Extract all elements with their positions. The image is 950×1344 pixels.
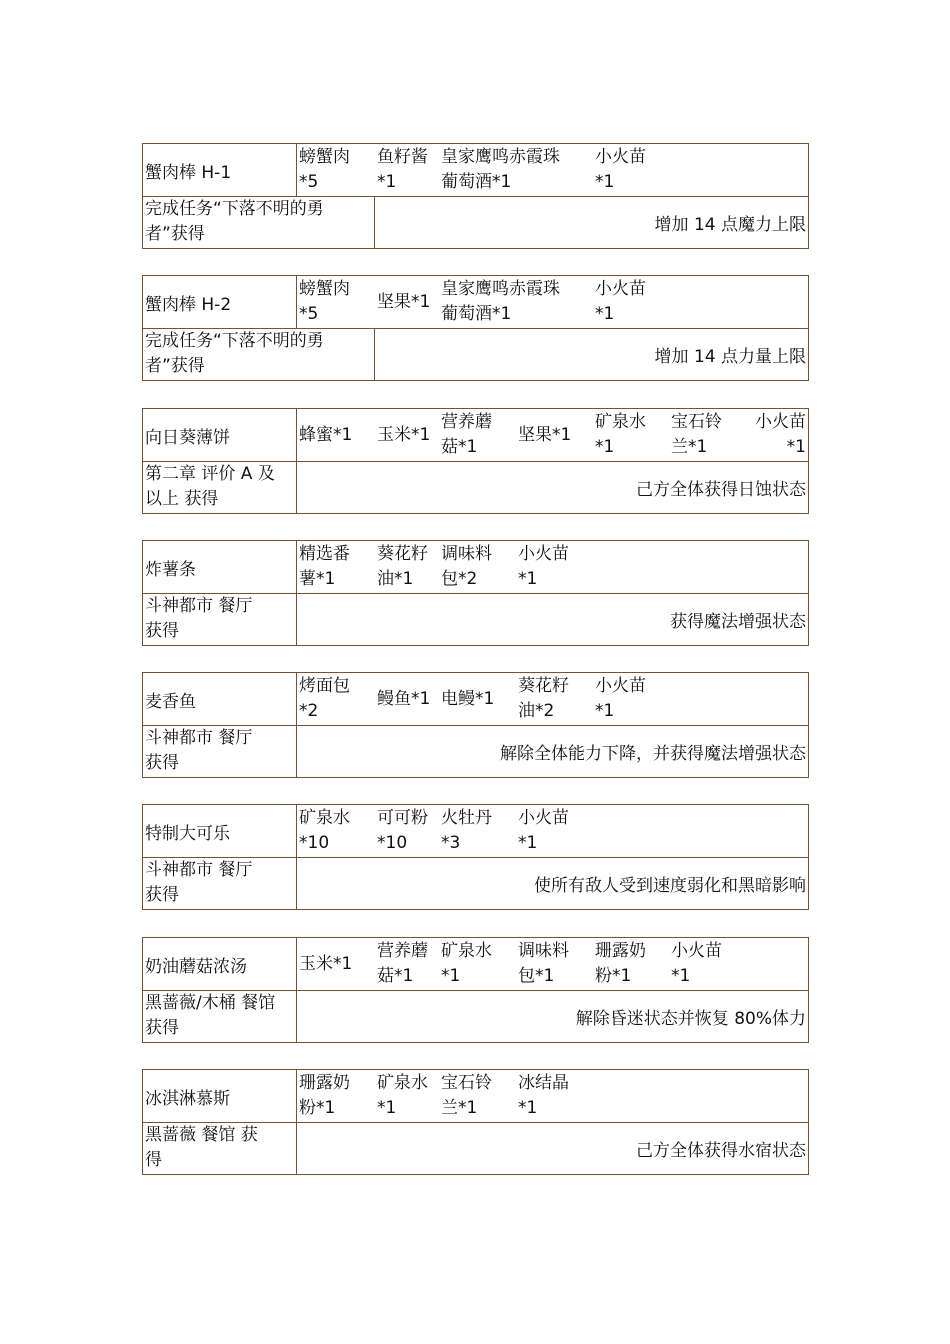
recipe-ingredient-row xyxy=(143,938,808,991)
recipe-card xyxy=(142,1069,809,1175)
recipe-effect: 解除昏迷状态并恢复 80%体力 xyxy=(575,1008,806,1029)
ingredient: 烤面包 *2 xyxy=(299,676,350,721)
ingredient: 火牡丹 *3 xyxy=(441,808,492,853)
recipe-effect: 使所有敌人受到速度弱化和黑暗影响 xyxy=(534,875,806,896)
recipe-source: 斗神都市 餐厅 获得 xyxy=(143,593,297,645)
recipe-card xyxy=(142,408,809,514)
recipe-source: 第二章 评价 A 及 以上 获得 xyxy=(143,461,297,513)
ingredient: 玉米*1 xyxy=(299,953,353,974)
ingredient: 小火苗 *1 xyxy=(595,279,646,324)
ingredient: 矿泉水 *1 xyxy=(595,412,646,457)
recipe-name: 特制大可乐 xyxy=(143,805,297,857)
ingredient: 营养蘑 菇*1 xyxy=(441,412,492,457)
ingredient: 小火苗 *1 xyxy=(595,147,646,192)
recipe-name: 蟹肉棒 H-2 xyxy=(143,276,297,328)
ingredient: 营养蘑 菇*1 xyxy=(377,941,428,986)
recipe-source: 黑蔷薇 餐馆 获 得 xyxy=(143,1122,297,1174)
ingredient: 电鳗*1 xyxy=(441,688,495,709)
recipe-card xyxy=(142,275,809,381)
ingredient: 宝石铃 兰*1 xyxy=(441,1073,492,1118)
recipe-name: 蟹肉棒 H-1 xyxy=(143,144,297,196)
ingredient: 玉米*1 xyxy=(377,424,431,445)
recipe-name: 向日葵薄饼 xyxy=(143,409,297,461)
ingredient: 葵花籽 油*2 xyxy=(518,676,569,721)
recipe-name: 冰淇淋慕斯 xyxy=(143,1070,297,1122)
ingredient: 调味料 包*2 xyxy=(441,544,492,589)
ingredient: 坚果*1 xyxy=(518,424,572,445)
ingredient: 鱼籽酱 *1 xyxy=(377,147,428,192)
recipe-card xyxy=(142,540,809,646)
ingredient: 可可粉 *10 xyxy=(377,808,428,853)
recipe-source: 完成任务“下落不明的勇 者”获得 xyxy=(143,196,375,248)
recipe-source-row xyxy=(143,1122,808,1174)
recipe-source: 斗神都市 餐厅 获得 xyxy=(143,725,297,777)
recipe-source-row xyxy=(143,461,808,513)
ingredient: 冰结晶 *1 xyxy=(518,1073,569,1118)
recipe-source-row xyxy=(143,725,808,777)
ingredient: 宝石铃 兰*1 xyxy=(671,412,722,457)
recipe-card xyxy=(142,804,809,910)
ingredient: 皇家鹰鸣赤霞珠 葡萄酒*1 xyxy=(441,279,560,324)
recipe-source-row xyxy=(143,593,808,645)
ingredient: 矿泉水 *1 xyxy=(441,941,492,986)
recipe-card xyxy=(142,672,809,778)
recipe-name: 麦香鱼 xyxy=(143,673,297,725)
recipe-name: 奶油蘑菇浓汤 xyxy=(143,938,297,990)
recipe-effect: 解除全体能力下降，并获得魔法增强状态 xyxy=(500,743,806,764)
ingredient: 小火苗 *1 xyxy=(671,941,722,986)
ingredient: 小火苗 *1 xyxy=(518,808,569,853)
recipe-effect: 增加 14 点魔力上限 xyxy=(654,214,806,235)
ingredient: 鳗鱼*1 xyxy=(377,688,431,709)
recipe-source: 黑蔷薇/木桶 餐馆 获得 xyxy=(143,990,297,1042)
recipe-effect: 获得魔法增强状态 xyxy=(670,611,806,632)
ingredient: 调味料 包*1 xyxy=(518,941,569,986)
ingredient: 珊露奶 粉*1 xyxy=(595,941,646,986)
recipe-effect: 己方全体获得日蚀状态 xyxy=(636,479,806,500)
ingredient: 螃蟹肉 *5 xyxy=(299,279,350,324)
recipe-source-row xyxy=(143,857,808,909)
ingredient: 小火苗 *1 xyxy=(755,412,806,457)
ingredient: 小火苗 *1 xyxy=(518,544,569,589)
ingredient: 皇家鹰鸣赤霞珠 葡萄酒*1 xyxy=(441,147,560,192)
recipe-card xyxy=(142,937,809,1043)
ingredient: 矿泉水 *10 xyxy=(299,808,350,853)
ingredient: 矿泉水 *1 xyxy=(377,1073,428,1118)
ingredient: 葵花籽 油*1 xyxy=(377,544,428,589)
recipe-ingredient-row xyxy=(143,673,808,726)
ingredient: 精选番 薯*1 xyxy=(299,544,350,589)
ingredient: 坚果*1 xyxy=(377,291,431,312)
recipe-ingredient-row xyxy=(143,1070,808,1123)
recipe-source-row xyxy=(143,328,808,380)
recipe-source: 完成任务“下落不明的勇 者”获得 xyxy=(143,328,375,380)
recipe-effect: 己方全体获得水宿状态 xyxy=(636,1140,806,1161)
ingredient: 小火苗 *1 xyxy=(595,676,646,721)
recipe-ingredient-row xyxy=(143,144,808,197)
recipe-source-row xyxy=(143,990,808,1042)
recipe-source-row xyxy=(143,196,808,248)
recipe-name: 炸薯条 xyxy=(143,541,297,593)
ingredient: 螃蟹肉 *5 xyxy=(299,147,350,192)
ingredient: 蜂蜜*1 xyxy=(299,424,353,445)
recipe-source: 斗神都市 餐厅 获得 xyxy=(143,857,297,909)
recipe-ingredient-row xyxy=(143,276,808,329)
recipe-ingredient-row xyxy=(143,805,808,858)
ingredient: 珊露奶 粉*1 xyxy=(299,1073,350,1118)
recipe-effect: 增加 14 点力量上限 xyxy=(654,346,806,367)
recipe-card xyxy=(142,143,809,249)
recipe-ingredient-row xyxy=(143,409,808,462)
recipe-ingredient-row xyxy=(143,541,808,594)
